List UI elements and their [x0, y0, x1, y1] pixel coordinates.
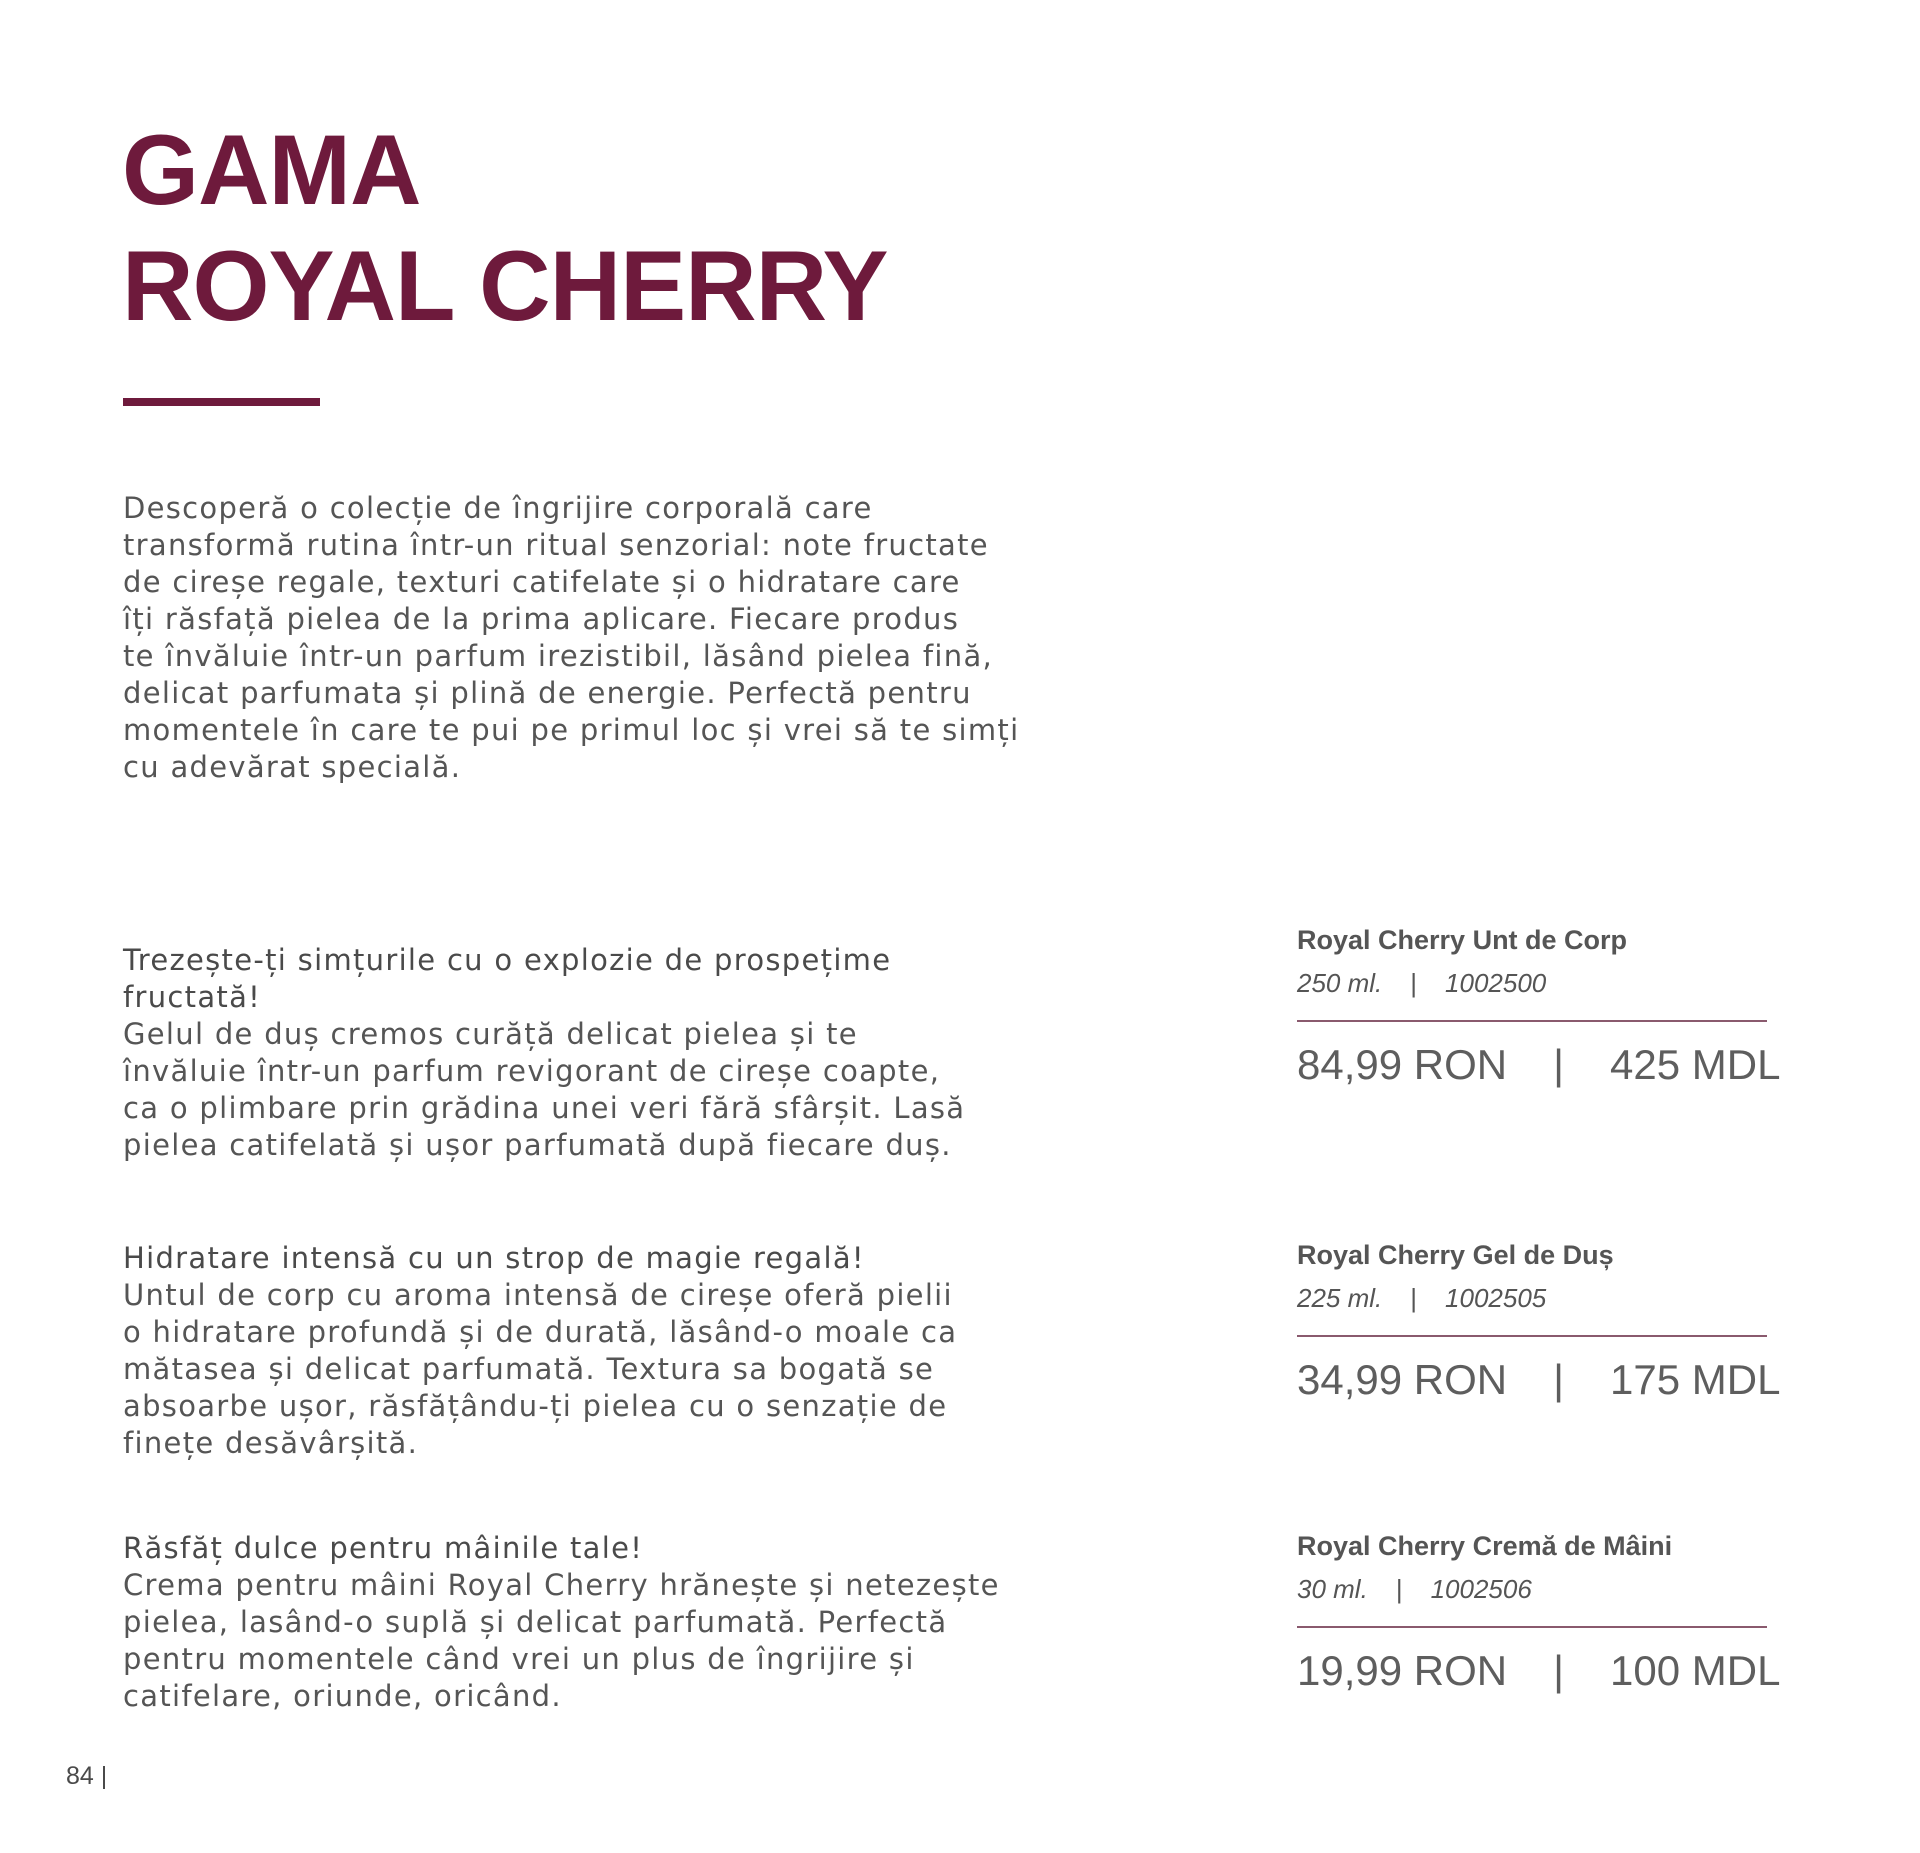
- product-card-body-butter: [1297, 923, 1781, 1090]
- product-code: 1002505: [1445, 1283, 1547, 1313]
- product-meta: [1297, 1282, 1767, 1314]
- page-number: 84 |: [66, 1762, 108, 1790]
- product-name: Royal Cherry Gel de Duș: [1297, 1240, 1614, 1270]
- product-meta: [1297, 967, 1767, 999]
- meta-separator: |: [1410, 968, 1418, 998]
- description-heading: Răsfăț dulce pentru mâinile tale!: [123, 1531, 644, 1565]
- product-volume: 225 ml.: [1297, 1283, 1383, 1313]
- product-code: 1002506: [1430, 1574, 1532, 1604]
- price-ron: 19,99 RON: [1297, 1647, 1508, 1694]
- product-card-shower-gel: [1297, 1238, 1781, 1405]
- product-divider: [1297, 1626, 1767, 1628]
- description-heading: Trezește-ți simțurile cu o explozie de prospețime fructată!: [123, 943, 892, 1014]
- product-price: [1297, 1040, 1781, 1090]
- description-body: Gelul de duș cremos curăță delicat pielea și te învăluie într-un parfum revigorant de cireșe coapte, ca o plimbare prin grădina unei veri fără sfârșit. Lasă pielea catifelată și ușor parfumată după fiecare duș.: [123, 1017, 966, 1162]
- product-card-hand-cream: [1297, 1529, 1781, 1696]
- product-price: [1297, 1355, 1781, 1405]
- price-ron: 84,99 RON: [1297, 1041, 1508, 1088]
- price-separator: |: [1553, 1647, 1565, 1694]
- product-divider: [1297, 1335, 1767, 1337]
- intro-paragraph: Descoperă o colecție de îngrijire corporală care transformă rutina într-un ritual senzorial: note fructate de cireșe regale, texturi catifelate și o hidratare care îți răsfață pielea de la prima aplicare. Fiecare produs te învăluie într-un parfum irezistibil, lăsând pielea fină, delicat parfumata și plină de energie. Perfectă pentru momentele în care te pui pe primul loc și vrei să te simți cu adevărat specială.: [123, 491, 1020, 784]
- price-separator: |: [1553, 1041, 1565, 1088]
- page-title-line-1: GAMA: [122, 114, 421, 225]
- product-meta: [1297, 1573, 1767, 1605]
- page-title: [122, 112, 888, 344]
- meta-separator: |: [1395, 1574, 1403, 1604]
- description-body: Crema pentru mâini Royal Cherry hrănește și netezește pielea, lasând-o suplă și delicat parfumată. Perfectă pentru momentele când vrei un plus de îngrijire și catifelare, oriunde, oricând.: [123, 1568, 1000, 1713]
- product-volume: 250 ml.: [1297, 968, 1383, 998]
- product-divider: [1297, 1020, 1767, 1022]
- product-name: Royal Cherry Cremă de Mâini: [1297, 1531, 1673, 1561]
- product-code: 1002500: [1445, 968, 1547, 998]
- price-ron: 34,99 RON: [1297, 1356, 1508, 1403]
- price-mdl: 175 MDL: [1610, 1356, 1781, 1403]
- page-title-line-2: ROYAL CHERRY: [122, 230, 888, 341]
- description-body: Untul de corp cu aroma intensă de cireșe oferă pielii o hidratare profundă și de durată, lăsând-o moale ca mătasea și delicat parfumată. Textura sa bogată se absoarbe ușor, răsfățându-ți pielea cu o senzație de finețe desăvârșită.: [123, 1278, 958, 1460]
- product-volume: 30 ml.: [1297, 1574, 1368, 1604]
- price-separator: |: [1553, 1356, 1565, 1403]
- price-mdl: 425 MDL: [1610, 1041, 1781, 1088]
- product-description-2: [123, 1240, 1023, 1462]
- description-heading: Hidratare intensă cu un strop de magie regală!: [123, 1241, 865, 1275]
- meta-separator: |: [1410, 1283, 1418, 1313]
- product-description-1: [123, 942, 1023, 1164]
- product-description-3: [123, 1530, 1023, 1715]
- title-accent-divider: [123, 398, 320, 406]
- product-price: [1297, 1646, 1781, 1696]
- price-mdl: 100 MDL: [1610, 1647, 1781, 1694]
- product-name: Royal Cherry Unt de Corp: [1297, 925, 1628, 955]
